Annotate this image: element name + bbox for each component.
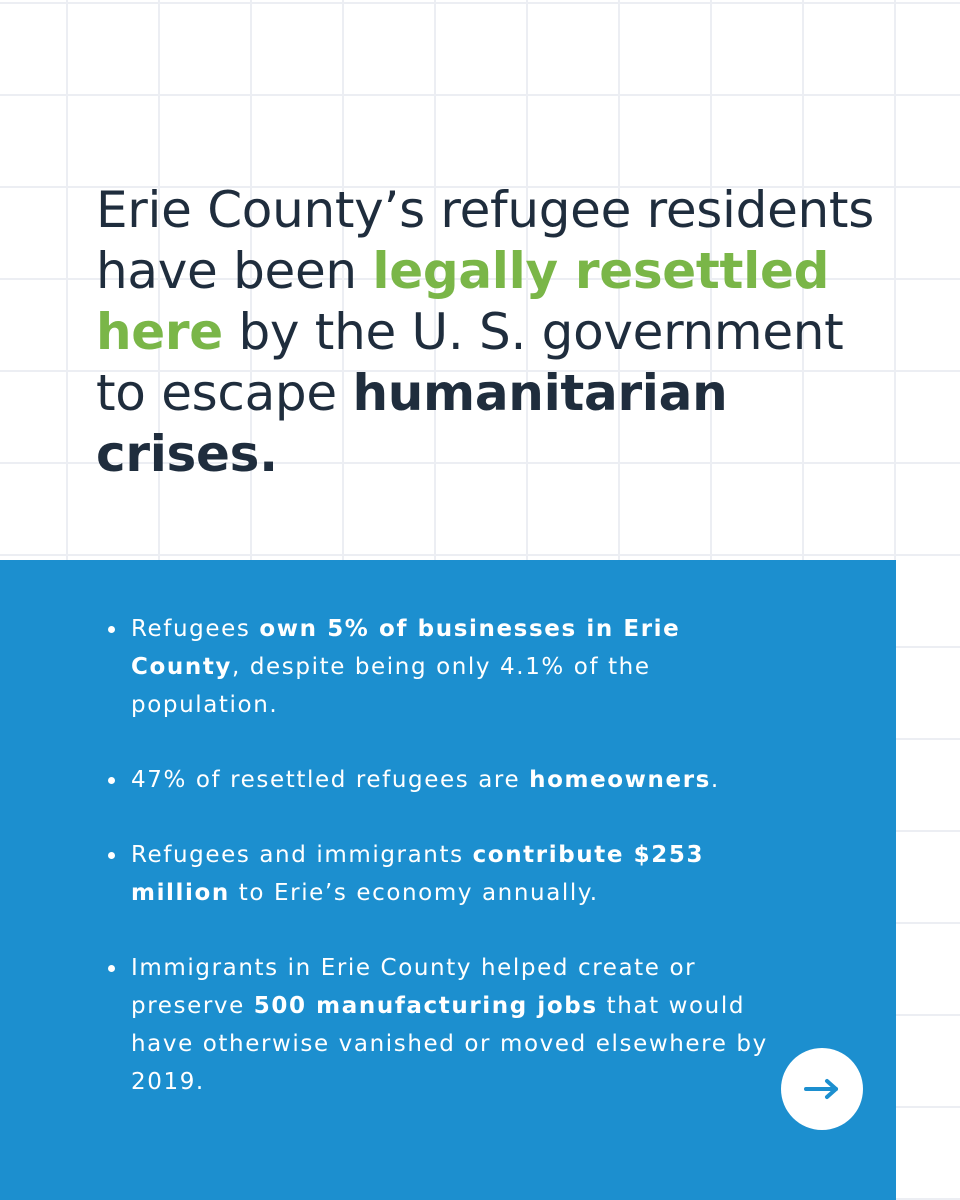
fact-item [108,610,788,724]
headline [96,180,886,485]
fact-text: Immigrants in Erie County helped create or preserve [131,955,697,1019]
fact-text: Refugees and immigrants [131,842,473,868]
fact-text: to Erie’s economy annually. [229,880,599,906]
fact-text: that would have otherwise vanished or moved elsewhere by 2019. [131,993,768,1095]
arrow-right-icon [804,1078,840,1100]
headline-highlight: legally resettled here [96,242,830,361]
headline-emphasis: humanitarian crises. [96,364,728,483]
facts-panel [0,560,896,1200]
fact-text: . [710,767,720,793]
bullet-icon [108,626,115,633]
fact-text: 47% of resettled refugees are [131,767,530,793]
facts-list [108,610,788,1138]
fact-item [108,949,788,1101]
fact-emphasis: contribute $253 million [131,842,705,906]
bullet-icon [108,777,115,784]
bullet-icon [108,852,115,859]
fact-emphasis: own 5% of businesses in Erie County [131,616,681,680]
fact-emphasis: homeowners [529,767,711,793]
next-button[interactable] [781,1048,863,1130]
fact-item [108,761,788,799]
headline-text-1: Erie County’s refugee residents have been [96,181,874,300]
fact-emphasis: 500 manufacturing jobs [253,993,598,1019]
fact-text: , despite being only 4.1% of the population. [131,654,651,718]
bullet-icon [108,965,115,972]
fact-item [108,836,788,912]
fact-text: Refugees [131,616,260,642]
headline-text-2: by the U. S. government to escape [96,303,844,422]
